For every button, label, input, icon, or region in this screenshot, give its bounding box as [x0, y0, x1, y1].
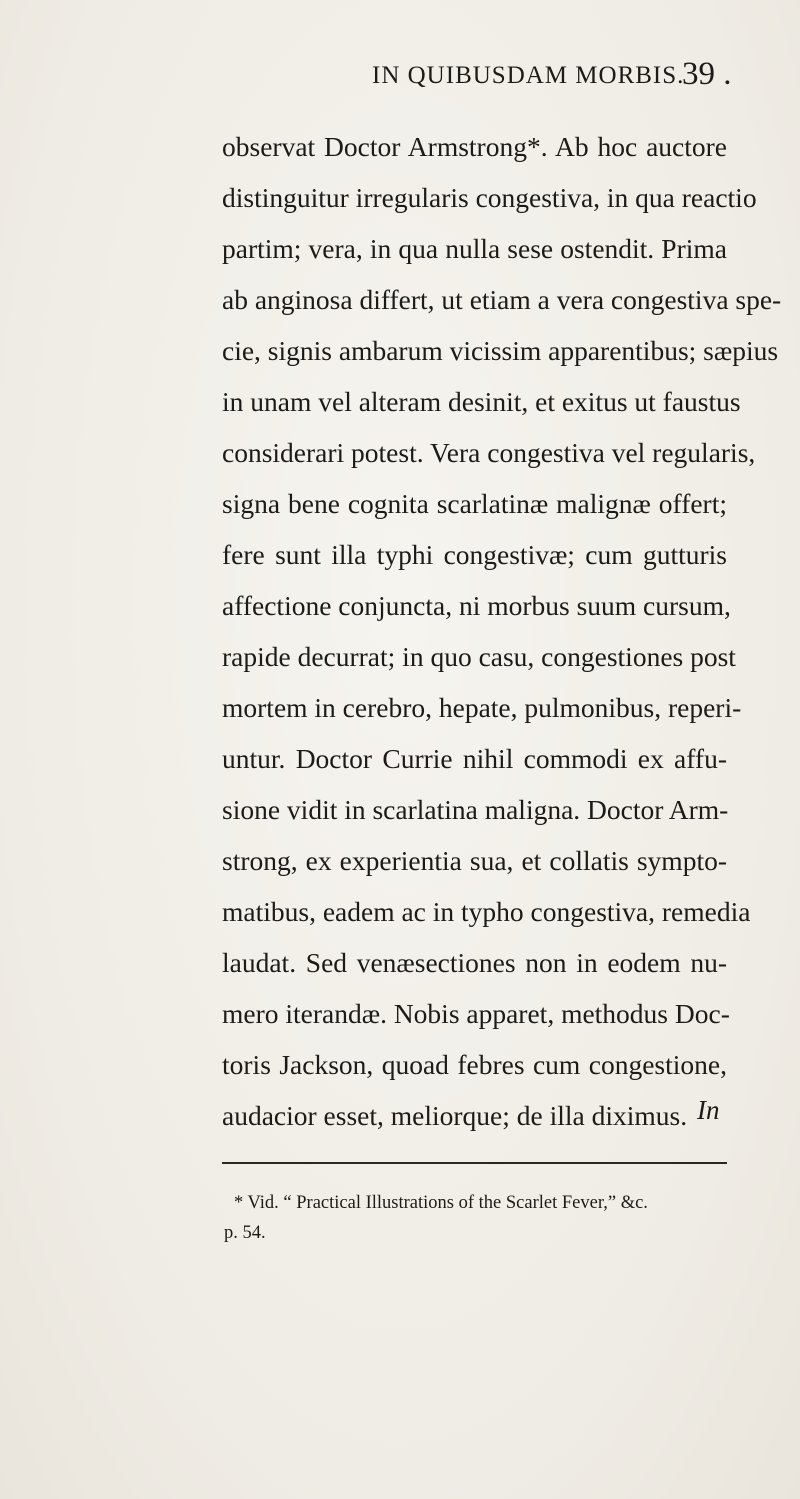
text-line: partim; vera, in qua nulla sese ostendit. Prima	[222, 233, 727, 264]
body-text	[222, 121, 782, 1141]
text-line: rapide decurrat; in quo casu, congestiones post	[222, 641, 736, 672]
text-line: fere sunt illa typhi congestivæ; cum gutturis	[222, 539, 727, 570]
text-line: ab anginosa differt, ut etiam a vera congestiva spe-	[222, 284, 782, 315]
footnote-line: p. 54.	[224, 1223, 266, 1243]
text-line: distinguitur irregularis congestiva, in qua reactio	[222, 182, 757, 213]
text-line: considerari potest. Vera congestiva vel regularis,	[222, 437, 756, 468]
text-line: toris Jackson, quoad febres cum congestione,	[222, 1049, 727, 1080]
text-line: sione vidit in scarlatina maligna. Doctor Arm-	[222, 794, 729, 825]
text-line: observat Doctor Armstrong*. Ab hoc auctore	[222, 131, 727, 162]
footnote-line: * Vid. “ Practical Illustrations of the Scarlet Fever,” &c.	[234, 1193, 648, 1213]
text-line: audacior esset, meliorque; de illa diximus.	[222, 1100, 688, 1131]
text-line: laudat. Sed venæsectiones non in eodem nu-	[222, 947, 727, 978]
text-line: mortem in cerebro, hepate, pulmonibus, reperi-	[222, 692, 742, 723]
footnote	[224, 1188, 728, 1248]
page-number: 39 .	[682, 56, 732, 92]
text-line: strong, ex experientia sua, et collatis sympto-	[222, 845, 727, 876]
text-line: affectione conjuncta, ni morbus suum cursum,	[222, 590, 731, 621]
running-head	[0, 56, 800, 102]
running-title: IN QUIBUSDAM MORBIS.	[372, 62, 685, 89]
text-line: untur. Doctor Currie nihil commodi ex affu-	[222, 743, 727, 774]
text-line: in unam vel alteram desinit, et exitus ut faustus	[222, 386, 741, 417]
text-line: matibus, eadem ac in typho congestiva, remedia	[222, 896, 751, 927]
text-line: signa bene cognita scarlatinæ malignæ offert;	[222, 488, 727, 519]
text-line: cie, signis ambarum vicissim apparentibus; sæpius	[222, 335, 779, 366]
catchword: In	[697, 1095, 720, 1125]
text-line: mero iterandæ. Nobis apparet, methodus Doc-	[222, 998, 730, 1029]
footnote-rule	[222, 1162, 727, 1164]
